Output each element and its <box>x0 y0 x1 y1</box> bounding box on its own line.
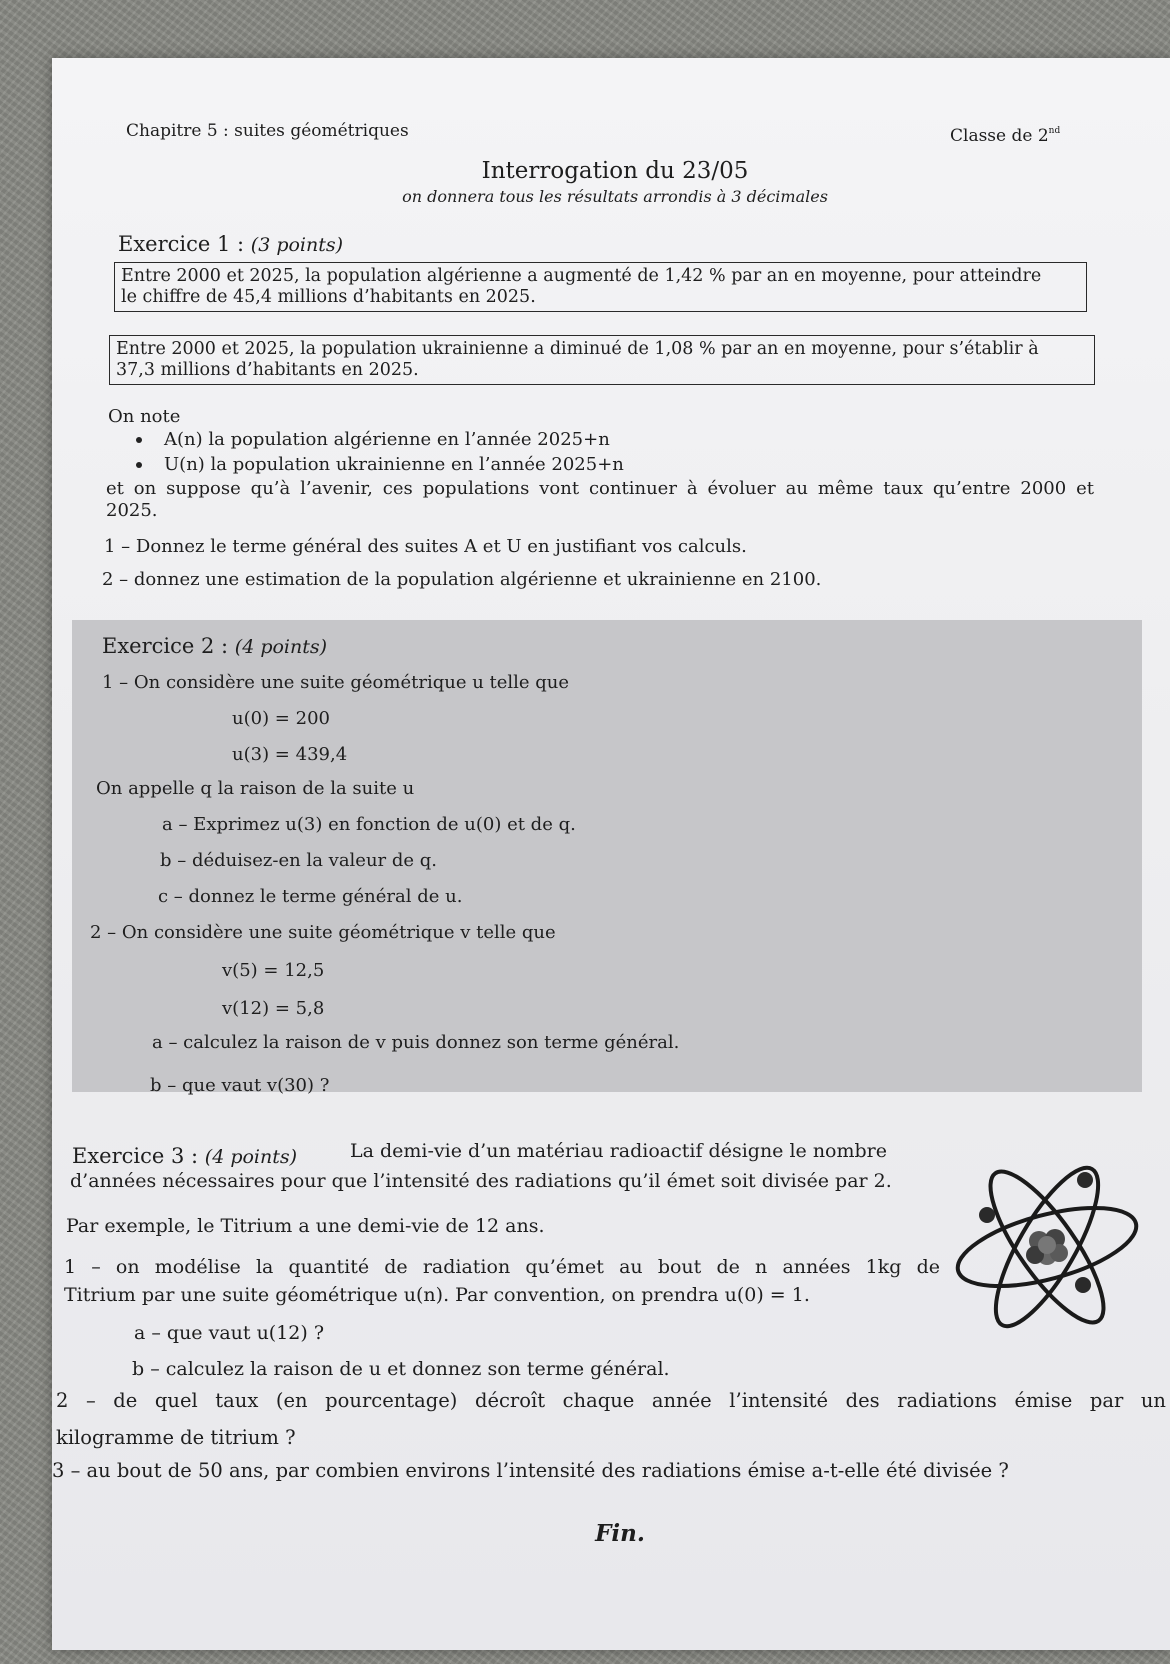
on-note: On note <box>108 406 181 427</box>
ukraine-box: Entre 2000 et 2025, la population ukrainienne a diminué de 1,08 % par an en moyenne, pour s’établir à 37,3 millions d’habitants en 2025. <box>109 335 1095 385</box>
algeria-box: Entre 2000 et 2025, la population algérienne a augmenté de 1,42 % par an en moyenne, pour atteindre le chiffre de 45,4 millions d’habitants en 2025. <box>114 262 1087 312</box>
page-subtitle: on donnera tous les résultats arrondis à 3 décimales <box>402 187 828 206</box>
v5-value: v(5) = 12,5 <box>222 960 325 981</box>
u0-value: u(0) = 200 <box>232 708 330 729</box>
ex1-question-2: 2 – donnez une estimation de la population algérienne et ukrainienne en 2100. <box>102 569 822 590</box>
ex3-q1: 1 – on modélise la quantité de radiation qu’émet au bout de n années 1kg de <box>64 1256 940 1278</box>
ex2-q1a: a – Exprimez u(3) en fonction de u(0) et de q. <box>162 814 576 835</box>
u3-value: u(3) = 439,4 <box>232 744 348 765</box>
ex3-intro-1: La demi-vie d’un matériau radioactif désigne le nombre <box>350 1140 888 1162</box>
ex1-question-1: 1 – Donnez le terme général des suites A et U en justifiant vos calculs. <box>104 536 747 557</box>
ex2-q2a: a – calculez la raison de v puis donnez son terme général. <box>152 1032 680 1053</box>
exercise-1-title: Exercice 1 : (3 points) <box>118 232 344 256</box>
ex3-q2: 2 – de quel taux (en pourcentage) décroît chaque année l’intensité des radiations émise par un <box>56 1389 1166 1412</box>
ex3-q1a: a – que vaut u(12) ? <box>134 1322 325 1344</box>
v12-value: v(12) = 5,8 <box>222 998 325 1019</box>
ex2-q1b: b – déduisez-en la valeur de q. <box>160 850 438 871</box>
bullet-a: A(n) la population algérienne en l’année 2025+n <box>136 429 610 451</box>
exercise-2-title: Exercice 2 : (4 points) <box>102 634 328 658</box>
bullet-icon <box>136 462 142 468</box>
ex2-question-1: 1 – On considère une suite géométrique u telle que <box>102 672 570 693</box>
bullet-icon <box>136 437 142 443</box>
bullet-u: U(n) la population ukrainienne en l’année 2025+n <box>136 454 624 476</box>
ex3-q3: 3 – au bout de 50 ans, par combien environs l’intensité des radiations émise a-t-elle été divisée ? <box>52 1459 1009 1482</box>
atom-icon <box>955 1145 1140 1345</box>
ex3-example: Par exemple, le Titrium a une demi-vie de 12 ans. <box>66 1215 545 1237</box>
fin-label: Fin. <box>595 1520 645 1547</box>
ex3-q1b: b – calculez la raison de u et donnez son terme général. <box>132 1358 670 1380</box>
nucleus <box>1026 1229 1068 1265</box>
ex2-question-2: 2 – On considère une suite géométrique v telle que <box>90 922 556 943</box>
chapter-label: Chapitre 5 : suites géométriques <box>126 121 409 141</box>
ex3-q2-line2: kilogramme de titrium ? <box>56 1426 296 1449</box>
electron <box>1077 1172 1093 1188</box>
electron <box>1075 1277 1091 1293</box>
page-title: Interrogation du 23/05 <box>481 158 749 184</box>
ex3-intro-2: d’années nécessaires pour que l’intensité des radiations qu’il émet soit divisée par 2. <box>70 1170 892 1192</box>
ex2-q2b: b – que vaut v(30) ? <box>150 1075 330 1096</box>
raison-text: On appelle q la raison de la suite u <box>96 778 415 799</box>
exercise-3-title: Exercice 3 : (4 points) <box>72 1144 298 1168</box>
ex2-q1c: c – donnez le terme général de u. <box>158 886 463 907</box>
class-label: Classe de 2nd <box>950 126 1061 146</box>
ex3-q1-line2: Titrium par une suite géométrique u(n). Par convention, on prendra u(0) = 1. <box>64 1284 810 1306</box>
suppose-text: et on suppose qu’à l’avenir, ces populations vont continuer à évoluer au même taux qu’entre 2000 et 2025. <box>106 478 1094 521</box>
electron <box>979 1207 995 1223</box>
